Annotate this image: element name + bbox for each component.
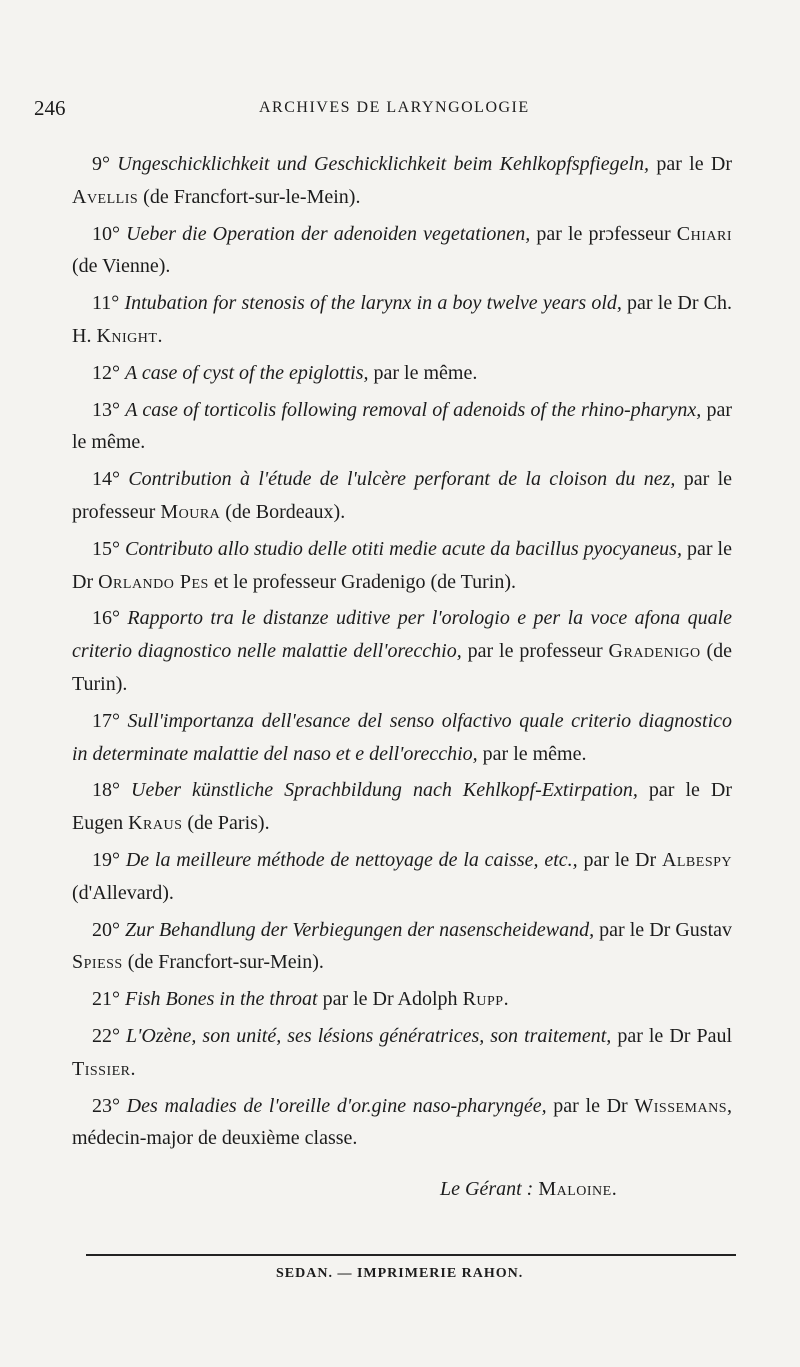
footer-divider [86, 1254, 736, 1256]
running-title: ARCHIVES DE LARYNGOLOGIE [259, 99, 530, 116]
list-item: 14° Contribution à l'étude de l'ulcère perforant de la cloison du nez, par le professeur Moura (de Bordeaux). [72, 468, 733, 523]
list-item: 13° A case of torticolis following removal of adenoids of the rhino-pharynx, par le même. [72, 398, 732, 454]
list-item: 11° Intubation for stenosis of the larynx in a boy twelve years old, par le Dr Ch. H. Knight. [72, 292, 732, 347]
list-item: 10° Ueber die Operation der adenoiden vegetationen, par le prɔfesseur Chiari (de Vienne). [72, 222, 733, 278]
list-item: 17° Sull'importanza dell'esance del senso olfactivo quale criterio diagnostico in determinate malattie del naso et e dell'orecchio, par le même. [72, 709, 733, 765]
signature [440, 1178, 617, 1201]
list-item: 23° Des maladies de l'oreille d'or.gine naso-pharyngée, par le Dr Wissemans, médecin-major de deuxième classe. [72, 1094, 733, 1150]
list-item: 21° Fish Bones in the throat par le Dr Adolph Rupp. [92, 988, 509, 1011]
page-header [34, 96, 734, 122]
list-item: 16° Rapporto tra le distanze uditive per l'orologio e per la voce afona quale criterio diagnostico nelle malattie dell'orecchio, par le professeur Gradenigo (de Turin). [72, 607, 732, 695]
list-item: 20° Zur Behandlung der Verbiegungen der nasenscheidewand, par le Dr Gustav Spiess (de Francfort-sur-Mein). [72, 918, 733, 974]
list-item: 22° L'Ozène, son unité, ses lésions génératrices, son traitement, par le Dr Paul Tissier. [72, 1024, 733, 1080]
page-number: 246 [34, 96, 66, 120]
list-item: 18° Ueber künstliche Sprachbildung nach Kehlkopf-Extirpation, par le Dr Eugen Kraus (de Paris). [72, 779, 733, 835]
signature-name: Maloine. [538, 1178, 618, 1200]
list-item: 15° Contributo allo studio delle otiti medie acute da bacillus pyocyaneus, par le Dr Orlando Pes et le professeur Gradenigo (de Turin). [72, 537, 732, 593]
list-item: 12° A case of cyst of the epiglottis, par le même. [92, 361, 478, 384]
list-item: 19° De la meilleure méthode de nettoyage de la caisse, etc., par le Dr Albespy (d'Allevard). [72, 848, 733, 904]
signature-role: Le Gérant : [440, 1178, 534, 1200]
list-item: 9° Ungeschicklichkeit und Geschicklichkeit beim Kehlkopfspfiegeln, par le Dr Avellis (de Francfort-sur-le-Mein). [72, 153, 733, 208]
entry-list [72, 148, 732, 1159]
printer-imprint: SEDAN. — IMPRIMERIE RAHON. [276, 1266, 524, 1281]
